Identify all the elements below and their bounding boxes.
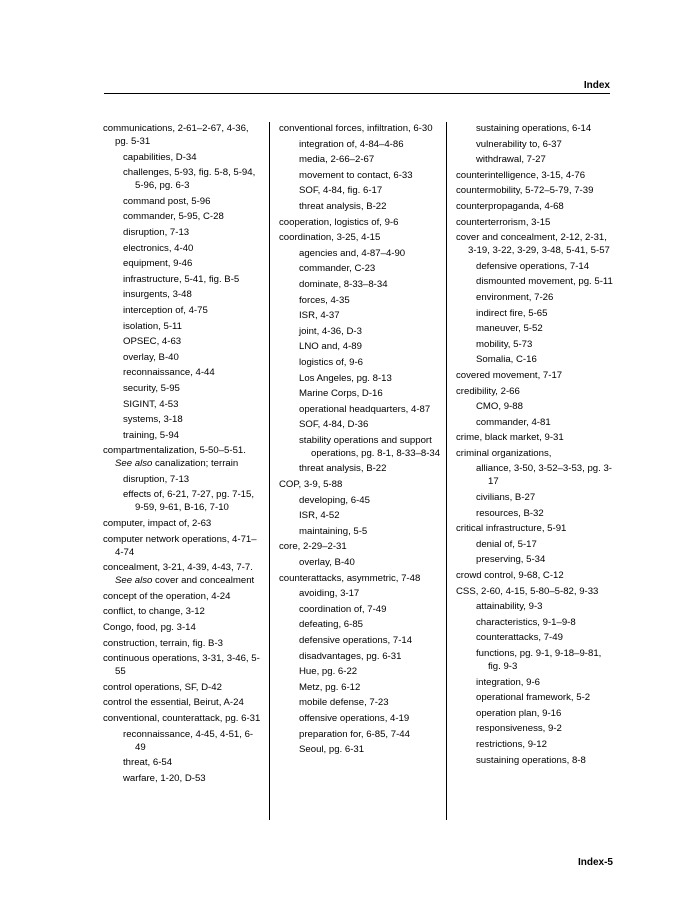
entry-text: operation plan, 9-16 <box>476 707 562 719</box>
index-subentry <box>103 226 263 239</box>
index-subentry <box>279 743 441 756</box>
index-subentry <box>103 429 263 442</box>
entry-text: movement to contact, 6-33 <box>299 169 413 181</box>
index-subentry <box>279 387 441 400</box>
index-subentry <box>103 210 263 223</box>
entry-text: concept of the operation, 4-24 <box>103 590 231 602</box>
entry-text: overlay, B-40 <box>299 557 355 569</box>
entry-text: computer, impact of, 2-63 <box>103 518 212 530</box>
entry-text: LNO and, 4-89 <box>299 341 362 353</box>
entry-text: interception of, 4-75 <box>123 304 208 316</box>
index-entry <box>279 216 441 229</box>
entry-text: civilians, B-27 <box>476 492 536 504</box>
entry-text: commander, 5-95, C-28 <box>123 211 224 223</box>
entry-text: SOF, 4-84, fig. 6-17 <box>299 185 383 197</box>
index-entry <box>279 478 441 491</box>
index-entry <box>103 712 263 725</box>
entry-text: conventional, counterattack, pg. 6-31 <box>103 713 261 724</box>
index-subentry <box>279 434 441 460</box>
index-subentry <box>456 553 616 566</box>
entry-text: restrictions, 9-12 <box>476 738 547 750</box>
entry-text: offensive operations, 4-19 <box>299 712 410 724</box>
page-number: Index-5 <box>577 857 613 868</box>
entry-text: integration of, 4-84–4-86 <box>299 138 404 150</box>
index-subentry <box>103 366 263 379</box>
entry-text: cover and concealment, 2-12, 2-31, 3-19, 3-22, 3-29, 3-48, 5-41, 5-57 <box>456 232 610 257</box>
see-also-target: canalization; terrain <box>152 458 239 470</box>
index-subentry <box>456 322 616 335</box>
entry-text: challenges, 5-93, fig. 5-8, 5-94, 5-96, pg. 6-3 <box>123 167 256 192</box>
entry-text: crime, black market, 9-31 <box>456 432 564 444</box>
entry-text: mobile defense, 7-23 <box>299 697 389 709</box>
entry-text: CSS, 2-60, 4-15, 5-80–5-82, 9-33 <box>456 585 599 597</box>
entry-text: environment, 7-26 <box>476 291 554 303</box>
entry-text: counterterrorism, 3-15 <box>456 216 551 228</box>
entry-text: countermobility, 5-72–5-79, 7-39 <box>456 185 594 197</box>
entry-text: SIGINT, 4-53 <box>123 398 179 410</box>
entry-text: threat, 6-54 <box>123 757 173 769</box>
entry-text: threat analysis, B-22 <box>299 200 387 212</box>
entry-text: COP, 3-9, 5-88 <box>279 479 343 491</box>
column-divider <box>269 122 270 820</box>
entry-text: credibility, 2-66 <box>456 385 520 397</box>
page-header <box>104 80 610 96</box>
entry-text: denial of, 5-17 <box>476 538 537 550</box>
index-entry <box>456 585 616 598</box>
entry-text: counterattacks, 7-49 <box>476 632 563 644</box>
entry-text: CMO, 9-88 <box>476 401 523 413</box>
entry-text: ISR, 4-52 <box>299 510 340 522</box>
index-subentry <box>279 603 441 616</box>
entry-text: defeating, 6-85 <box>299 619 364 631</box>
entry-text: dominate, 8-33–8-34 <box>299 278 388 290</box>
index-subentry <box>456 738 616 751</box>
column-divider <box>446 122 447 820</box>
index-subentry <box>456 616 616 629</box>
index-subentry <box>279 294 441 307</box>
index-subentry <box>456 600 616 613</box>
entry-text: warfare, 1-20, D-53 <box>123 772 206 784</box>
index-subentry <box>456 676 616 689</box>
index-subentry <box>456 754 616 767</box>
entry-text: critical infrastructure, 5-91 <box>456 523 567 535</box>
index-entry <box>456 431 616 444</box>
index-subentry <box>456 538 616 551</box>
index-subentry <box>103 195 263 208</box>
index-subentry <box>279 712 441 725</box>
entry-text: alliance, 3-50, 3-52–3-53, pg. 3-17 <box>476 463 612 488</box>
entry-text: Seoul, pg. 6-31 <box>299 744 365 756</box>
index-subentry <box>103 413 263 426</box>
index-entry <box>279 231 441 244</box>
entry-text: sustaining operations, 6-14 <box>476 123 592 134</box>
index-subentry <box>103 473 263 486</box>
index-entry <box>103 605 263 618</box>
index-subentry <box>103 728 263 754</box>
index-subentry <box>456 153 616 166</box>
index-subentry <box>103 351 263 364</box>
entry-text: coordination, 3-25, 4-15 <box>279 232 381 244</box>
index-subentry <box>279 372 441 385</box>
index-subentry <box>456 307 616 320</box>
entry-text: preserving, 5-34 <box>476 554 546 566</box>
entry-text: infrastructure, 5-41, fig. B-5 <box>123 273 240 285</box>
index-entry <box>456 569 616 582</box>
index-entry <box>456 522 616 535</box>
index-subentry <box>279 525 441 538</box>
index-entry <box>456 369 616 382</box>
index-subentry <box>103 320 263 333</box>
index-subentry <box>279 418 441 431</box>
entry-text: media, 2-66–2-67 <box>299 154 375 166</box>
entry-text: logistics of, 9-6 <box>299 356 363 368</box>
entry-text: conventional forces, infiltration, 6-30 <box>279 123 433 134</box>
entry-text: avoiding, 3-17 <box>299 588 360 600</box>
entry-text: threat analysis, B-22 <box>299 463 387 475</box>
index-subentry <box>456 353 616 366</box>
index-entry <box>103 621 263 634</box>
index-subentry <box>279 634 441 647</box>
index-subentry <box>279 262 441 275</box>
index-subentry <box>279 696 441 709</box>
entry-text: integration, 9-6 <box>476 676 540 688</box>
index-subentry <box>279 184 441 197</box>
index-entry <box>456 216 616 229</box>
index-subentry <box>279 200 441 213</box>
index-subentry <box>279 309 441 322</box>
entry-text: reconnaissance, 4-45, 4-51, 6-49 <box>123 728 254 753</box>
entry-text: preparation for, 6-85, 7-44 <box>299 728 410 740</box>
index-subentry <box>103 166 263 192</box>
entry-text: control the essential, Beirut, A-24 <box>103 697 244 709</box>
index-entry <box>103 652 263 678</box>
index-column-3 <box>456 122 616 769</box>
entry-text: SOF, 4-84, D-36 <box>299 419 369 431</box>
entry-text: withdrawal, 7-27 <box>476 154 546 166</box>
index-subentry <box>103 382 263 395</box>
index-subentry <box>103 335 263 348</box>
index-subentry <box>456 691 616 704</box>
index-subentry <box>279 403 441 416</box>
index-subentry <box>103 242 263 255</box>
index-entry <box>456 231 616 257</box>
entry-text: commander, C-23 <box>299 263 376 275</box>
entry-text: responsiveness, 9-2 <box>476 723 562 735</box>
entry-text: developing, 6-45 <box>299 494 370 506</box>
index-subentry <box>456 416 616 429</box>
entry-text: computer network operations, 4-71–4-74 <box>103 533 257 558</box>
index-subentry <box>456 722 616 735</box>
entry-text: concealment, 3-21, 4-39, 4-43, 7-7. <box>103 562 253 574</box>
entry-text: OPSEC, 4-63 <box>123 336 182 348</box>
entry-text: Marine Corps, D-16 <box>299 388 383 400</box>
index-entry <box>103 122 263 148</box>
index-entry <box>103 681 263 694</box>
index-entry <box>456 169 616 182</box>
entry-text: coordination of, 7-49 <box>299 603 387 615</box>
index-subentry <box>279 462 441 475</box>
index-entry <box>103 637 263 650</box>
index-subentry <box>103 257 263 270</box>
entry-text: isolation, 5-11 <box>123 320 183 332</box>
entry-text: electronics, 4-40 <box>123 242 194 254</box>
entry-text: disadvantages, pg. 6-31 <box>299 650 402 662</box>
entry-text: Congo, food, pg. 3-14 <box>103 622 196 634</box>
entry-text: crowd control, 9-68, C-12 <box>456 570 564 582</box>
entry-text: dismounted movement, pg. 5-11 <box>476 276 613 288</box>
index-subentry <box>279 728 441 741</box>
entry-text: operational headquarters, 4-87 <box>299 403 431 415</box>
index-subentry <box>279 278 441 291</box>
entry-text: security, 5-95 <box>123 382 180 394</box>
see-also-ref: See also <box>115 458 153 470</box>
index-entry <box>103 590 263 603</box>
entry-text: counterattacks, asymmetric, 7-48 <box>279 572 421 584</box>
entry-text: effects of, 6-21, 7-27, pg. 7-15, 9-59, 9-61, B-16, 7-10 <box>123 489 255 514</box>
index-subentry <box>279 494 441 507</box>
index-column-1 <box>103 122 263 787</box>
index-entry <box>279 122 441 135</box>
index-subentry <box>279 153 441 166</box>
entry-text: reconnaissance, 4-44 <box>123 367 215 379</box>
index-subentry <box>279 556 441 569</box>
index-entry <box>279 540 441 553</box>
entry-text: capabilities, D-34 <box>123 151 197 163</box>
index-subentry <box>279 169 441 182</box>
header-title: Index <box>580 80 610 91</box>
index-subentry <box>103 151 263 164</box>
entry-text: maneuver, 5-52 <box>476 323 543 335</box>
index-subentry <box>456 631 616 644</box>
index-entry <box>103 444 263 470</box>
entry-text: agencies and, 4-87–4-90 <box>299 247 406 259</box>
entry-text: stability operations and support operations, pg. 8-1, 8-33–8-34 <box>299 434 441 459</box>
entry-text: ISR, 4-37 <box>299 310 340 322</box>
entry-text: counterintelligence, 3-15, 4-76 <box>456 169 586 181</box>
index-entry <box>456 200 616 213</box>
entry-text: training, 5-94 <box>123 429 179 441</box>
index-subentry <box>103 488 263 514</box>
index-subentry <box>103 772 263 785</box>
entry-text: core, 2-29–2-31 <box>279 541 347 553</box>
index-subentry <box>456 338 616 351</box>
entry-text: criminal organizations, <box>456 447 552 459</box>
index-subentry <box>103 273 263 286</box>
entry-text: vulnerability to, 6-37 <box>476 138 562 150</box>
index-subentry <box>456 122 616 135</box>
index-subentry <box>456 707 616 720</box>
entry-text: sustaining operations, 8-8 <box>476 754 586 766</box>
entry-text: characteristics, 9-1–9-8 <box>476 616 576 628</box>
index-subentry <box>456 507 616 520</box>
entry-text: cooperation, logistics of, 9-6 <box>279 216 399 228</box>
entry-text: conflict, to change, 3-12 <box>103 606 205 618</box>
entry-text: resources, B-32 <box>476 507 544 519</box>
index-subentry <box>456 275 616 288</box>
entry-text: defensive operations, 7-14 <box>476 260 590 272</box>
index-subentry <box>456 138 616 151</box>
entry-text: communications, 2-61–2-67, 4-36, pg. 5-31 <box>103 123 249 147</box>
index-subentry <box>103 288 263 301</box>
index-entry <box>103 517 263 530</box>
see-also-ref: See also <box>115 575 153 587</box>
index-entry <box>279 572 441 585</box>
index-subentry <box>456 400 616 413</box>
index-entry <box>456 385 616 398</box>
index-entry <box>456 447 616 460</box>
entry-text: Hue, pg. 6-22 <box>299 666 358 678</box>
entry-text: control operations, SF, D-42 <box>103 681 222 693</box>
entry-text: operational framework, 5-2 <box>476 692 591 704</box>
index-subentry <box>279 340 441 353</box>
entry-text: Somalia, C-16 <box>476 354 537 366</box>
index-subentry <box>456 291 616 304</box>
entry-text: forces, 4-35 <box>299 294 350 306</box>
index-subentry <box>279 650 441 663</box>
entry-text: joint, 4-36, D-3 <box>299 325 362 337</box>
index-subentry <box>279 247 441 260</box>
entry-text: counterpropaganda, 4-68 <box>456 200 564 212</box>
entry-text: maintaining, 5-5 <box>299 525 368 537</box>
index-subentry <box>456 647 616 673</box>
entry-text: overlay, B-40 <box>123 351 179 363</box>
index-subentry <box>456 491 616 504</box>
entry-text: attainability, 9-3 <box>476 601 543 613</box>
entry-text: disruption, 7-13 <box>123 226 190 238</box>
index-subentry <box>103 398 263 411</box>
entry-text: functions, pg. 9-1, 9-18–9-81, fig. 9-3 <box>476 648 602 672</box>
entry-text: commander, 4-81 <box>476 416 551 428</box>
index-entry <box>456 184 616 197</box>
entry-text: systems, 3-18 <box>123 414 183 426</box>
index-subentry <box>103 304 263 317</box>
entry-text: covered movement, 7-17 <box>456 369 563 381</box>
index-subentry <box>279 138 441 151</box>
entry-text: Metz, pg. 6-12 <box>299 681 361 693</box>
index-subentry <box>279 587 441 600</box>
index-subentry <box>279 665 441 678</box>
index-subentry <box>279 681 441 694</box>
index-entry <box>103 561 263 587</box>
index-subentry <box>456 260 616 273</box>
index-subentry <box>279 618 441 631</box>
index-subentry <box>456 462 616 488</box>
index-column-2 <box>279 122 441 759</box>
entry-text: construction, terrain, fig. B-3 <box>103 637 223 649</box>
entry-text: disruption, 7-13 <box>123 473 190 485</box>
entry-text: equipment, 9-46 <box>123 258 193 270</box>
see-also-target: cover and concealment <box>152 575 255 587</box>
entry-text: command post, 5-96 <box>123 195 211 207</box>
index-entry <box>103 696 263 709</box>
entry-text: Los Angeles, pg. 8-13 <box>299 372 392 384</box>
index-subentry <box>279 509 441 522</box>
index-entry <box>103 533 263 559</box>
entry-text: continuous operations, 3-31, 3-46, 5-55 <box>103 653 260 678</box>
entry-text: compartmentalization, 5-50–5-51. <box>103 445 246 457</box>
entry-text: indirect fire, 5-65 <box>476 307 548 319</box>
entry-text: insurgents, 3-48 <box>123 289 192 301</box>
index-subentry <box>103 756 263 769</box>
index-subentry <box>279 356 441 369</box>
header-rule <box>104 93 610 94</box>
index-subentry <box>279 325 441 338</box>
entry-text: defensive operations, 7-14 <box>299 635 413 646</box>
entry-text: mobility, 5-73 <box>476 338 533 350</box>
